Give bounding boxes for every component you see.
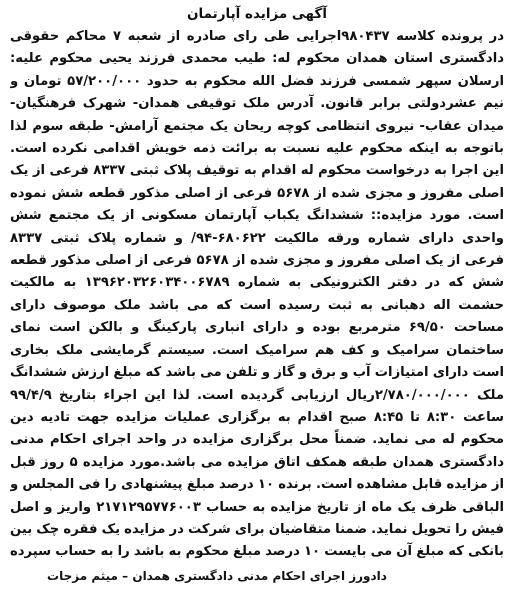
notice-title: آگهی مزایده آپارتمان bbox=[187, 6, 327, 22]
notice-signature: دادورز اجرای احکام مدنی دادگستری همدان – میثم مزجات bbox=[47, 569, 387, 583]
notice-body: در پرونده کلاسه ۹۸۰۴۳۷اجرایی طی رای صادره از شعبه ۷ محاکم حقوقی دادگستری استان همدان محکوم له: طیب محمدی فرزند یحیی محکوم علیه: ارسلان سپهر شمسی فرزند فضل الله محکوم به حدود ۵۷/۲۰۰/۰۰۰ تومان و نیم عشردولتی برابر قانون. آدرس ملک توقیفی همدان- شهرک فرهنگیان- میدان عقاب- نیروی انتظامی کوچه ریحان یک مجتمع آرامش- طبقه سوم لذا باتوجه به اینکه محکوم علیه نسبت به برائت ذمه خویش اقدامی نکرده است. این اجرا به درخواست محکوم له اقدام به توقیف پلاک ثبتی ۸۳۳۷ فرعی از یک اصلی مفروز و مجزی شده از ۵۶۷۸ فرعی از اصلی مذکور قطعه شش نموده است. مورد مزایده:: ششدانگ یکباب آپارتمان مسکونی از یک مجتمع شش واحدی دارای شماره ورقه مالکیت ۶۸۰۶۲۲-۹۴/ و شماره پلاک ثبتی ۸۳۳۷ فرعی از یک اصلی مفروز و مجزی شده از ۵۶۷۸ فرعی از اصلی مذکور قطعه شش که در دفتر الکترونیکی به شماره ۱۳۹۶۲۰۳۲۶۰۳۴۰۰۶۷۸۹ به مالکیت حشمت اله دهبانی به ثبت رسیده است که می باشد ملک موصوف دارای مساحت ۶۹/۵۰ مترمربع بوده و دارای انباری پارکینگ و بالکن است نمای ساختمان سرامیک و کف هم سرامیک است. سیستم گرمایشی ملک بخاری است دارای امتیازات آب و برق و گاز و تلفن می باشد که مبلغ ارزش ششدانگ ملک ۲/۷۸۰/۰۰۰/۰۰۰ریال ارزیابی گردیده است. لذا این اجراء بتاریخ ۹۹/۴/۹ ساعت ۸:۳۰ تا ۸:۴۵ صبح اقدام به برگزاری عملیات مزایده جهت تادیه دین محکوم له می نماید. ضمناً محل برگزاری مزایده در واحد اجرای احکام مدنی دادگستری همدان طبقه همکف اتاق مزایده می باشد.مورد مزایده ۵ روز قبل از مزایده قابل مشاهده است. برنده ۱۰ درصد مبلغ پیشنهادی را فی المجلس و الباقی ظرف یک ماه از تاریخ مزایده به حساب ۲۱۷۱۲۹۵۷۷۶۰۰۳ واریز و اصل فیش را تحویل نماید. ضمنا متقاضیان برای شرکت در مزایده یک فقره چک بین بانکی که مبلغ آن می بایست ۱۰ درصد مبلغ محکوم به باشد را به حساب سپرده bbox=[10, 29, 504, 560]
